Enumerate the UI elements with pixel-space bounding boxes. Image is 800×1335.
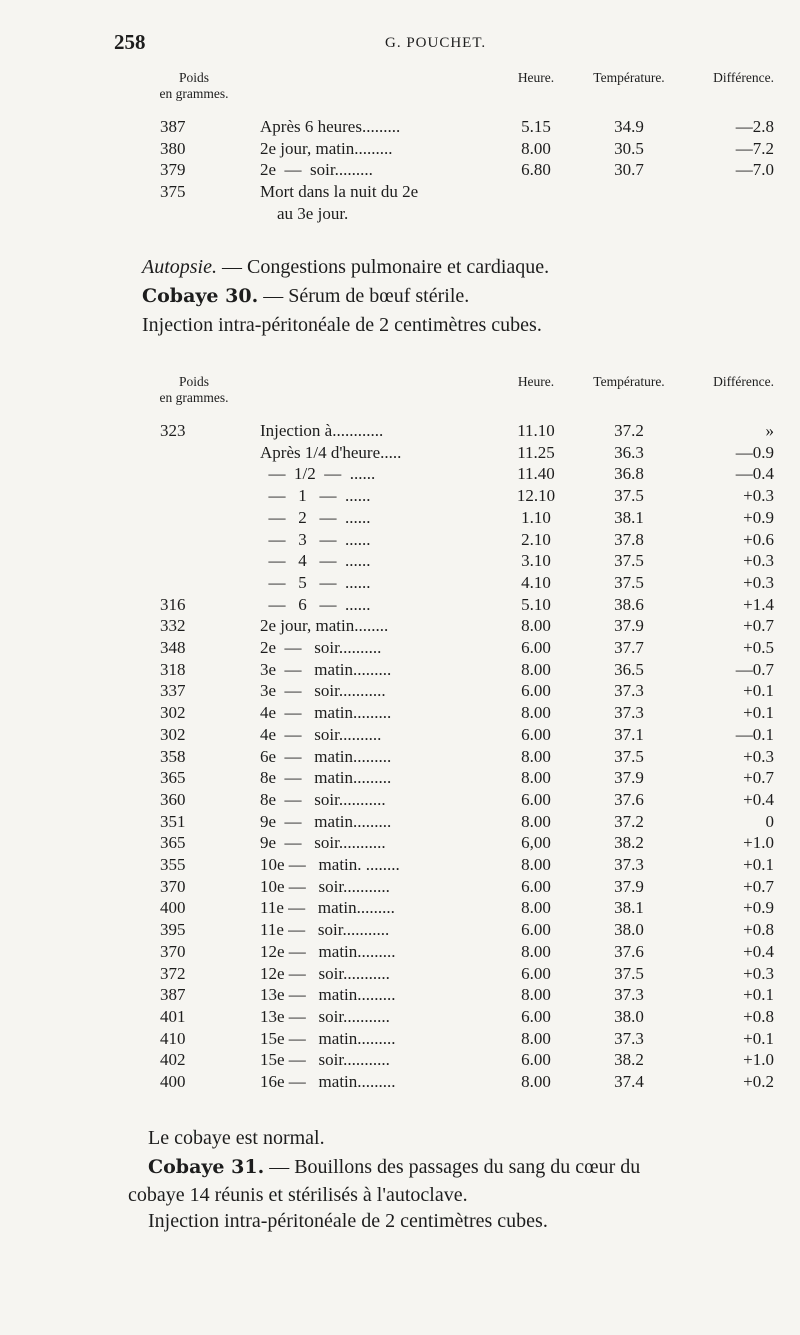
- weight-cell: [128, 463, 260, 485]
- weight-cell: 387: [160, 117, 186, 136]
- difference-cell: +0.5: [743, 638, 774, 658]
- table-row: [128, 572, 774, 594]
- difference-cell: —0.1: [735, 724, 774, 744]
- col-header-weight: [128, 374, 260, 420]
- difference-cell: +1.0: [743, 1050, 774, 1070]
- difference-cell: +0.1: [743, 1028, 774, 1048]
- cobaye31-label: Cobaye 31.: [148, 1156, 265, 1178]
- description-cell: 2e jour, matin.........: [260, 138, 393, 158]
- weight-cell: 380: [160, 138, 186, 158]
- temperature-cell: 37.9: [614, 876, 644, 896]
- weight-cell: 323: [160, 421, 186, 440]
- temperature-cell: 37.3: [614, 985, 644, 1005]
- table-row: [128, 637, 774, 659]
- time-cell: 6.00: [521, 724, 551, 744]
- weight-cell: [128, 442, 260, 464]
- weight-cell: 410: [160, 1028, 186, 1048]
- time-cell: 11.10: [517, 421, 555, 440]
- autopsie-label: Autopsie.: [142, 256, 217, 278]
- table-row: [128, 507, 774, 529]
- difference-cell: +0.9: [743, 507, 774, 527]
- time-cell: 6.00: [521, 638, 551, 658]
- description-cell: — 2 — ......: [260, 507, 371, 527]
- temperature-cell: 37.5: [614, 963, 644, 983]
- col-header-weight: [128, 70, 260, 116]
- time-cell: 6.00: [521, 681, 551, 701]
- table-row: [128, 897, 774, 919]
- description-cell: — 6 — ......: [260, 594, 371, 614]
- weight-cell: 372: [160, 963, 186, 983]
- description-cell: 3e — soir...........: [260, 681, 386, 701]
- temperature-table-2: [128, 374, 774, 1093]
- description-cell: 13e — matin.........: [260, 985, 396, 1005]
- time-cell: 6.00: [521, 876, 551, 896]
- difference-cell: +0.4: [743, 789, 774, 809]
- time-cell: 4.10: [521, 572, 551, 592]
- table-row: [128, 659, 774, 681]
- temperature-cell: 38.2: [614, 1050, 644, 1070]
- difference-cell: —0.7: [735, 659, 774, 679]
- running-head: G. POUCHET.: [385, 35, 487, 51]
- time-cell: 8.00: [521, 768, 551, 788]
- description-cell: 9e — soir...........: [260, 833, 386, 853]
- table-row: [128, 615, 774, 637]
- table-row: [128, 594, 774, 616]
- table-row: [128, 203, 774, 225]
- cobaye31-text: — Bouillons des passages du sang du cœur du: [264, 1156, 641, 1178]
- weight-cell: 387: [160, 985, 186, 1005]
- temperature-cell: 38.1: [614, 507, 644, 527]
- page-header: [0, 30, 800, 60]
- temperature-cell: 37.4: [614, 1072, 644, 1092]
- temperature-cell: 37.5: [614, 551, 644, 571]
- time-cell: 12.10: [516, 486, 556, 506]
- table-row: [128, 724, 774, 746]
- weight-cell: 365: [160, 833, 186, 853]
- table-row: [128, 181, 774, 203]
- temperature-cell: 38.1: [614, 898, 644, 918]
- table-row: [128, 529, 774, 551]
- weight-cell: 302: [160, 724, 186, 744]
- cobaye31-injection: Injection intra-péritonéale de 2 centimètres cubes.: [148, 1210, 548, 1232]
- time-cell: 8.00: [521, 138, 551, 158]
- col-header-time: Heure.: [517, 70, 555, 85]
- time-cell: 8.00: [521, 941, 551, 961]
- weight-cell: 358: [160, 746, 186, 766]
- difference-cell: —0.9: [735, 442, 774, 462]
- table-row: [128, 941, 774, 963]
- temperature-cell: 37.9: [614, 768, 644, 788]
- page-number: 258: [114, 30, 146, 54]
- difference-cell: +0.9: [743, 898, 774, 918]
- description-cell: 11e — soir...........: [260, 920, 390, 940]
- table-row: [128, 832, 774, 854]
- table-row: [128, 138, 774, 160]
- table-row: [128, 1049, 774, 1071]
- temperature-cell: 37.2: [614, 811, 644, 831]
- time-cell: 8.00: [521, 811, 551, 831]
- cobaye30-paragraph: [142, 285, 469, 308]
- temperature-cell: 37.3: [614, 681, 644, 701]
- time-cell: 8.00: [521, 1072, 551, 1092]
- col-header-difference: Différence.: [713, 374, 774, 389]
- difference-cell: +0.3: [743, 963, 774, 983]
- weight-cell: 348: [160, 638, 186, 658]
- description-cell: 10e — soir...........: [260, 876, 390, 896]
- table-row: [128, 1071, 774, 1093]
- table-row: [128, 876, 774, 898]
- difference-cell: +0.6: [743, 529, 774, 549]
- col-header-weight-text: Poids en grammes.: [159, 374, 229, 405]
- temperature-table-1: [128, 70, 774, 225]
- weight-cell: 379: [160, 160, 186, 180]
- col-header-temperature: Température.: [593, 374, 665, 389]
- description-cell: 6e — matin.........: [260, 746, 392, 766]
- time-cell: 6,00: [521, 833, 551, 853]
- table-row: [128, 811, 774, 833]
- table-row: [128, 702, 774, 724]
- time-cell: 8.00: [521, 703, 551, 723]
- weight-cell: [128, 572, 260, 594]
- time-cell: 8.00: [521, 616, 551, 636]
- description-cell: 2e — soir.........: [260, 160, 373, 180]
- temperature-cell: 36.5: [614, 659, 644, 679]
- table-row: [128, 420, 774, 442]
- table-row: [128, 854, 774, 876]
- temperature-cell: [574, 181, 684, 203]
- cobaye30-text: — Sérum de bœuf stérile.: [258, 285, 470, 307]
- description-cell: 4e — soir..........: [260, 724, 382, 744]
- description-cell: — 3 — ......: [260, 529, 371, 549]
- description-cell: 8e — matin.........: [260, 768, 392, 788]
- temperature-cell: 37.9: [614, 616, 644, 636]
- difference-cell: +0.7: [743, 876, 774, 896]
- difference-cell: +0.7: [743, 616, 774, 636]
- weight-cell: 360: [160, 789, 186, 809]
- table-row: [128, 746, 774, 768]
- table-row: [128, 485, 774, 507]
- time-cell: 6.80: [521, 160, 551, 180]
- time-cell: 8.00: [521, 985, 551, 1005]
- difference-cell: +0.3: [743, 551, 774, 571]
- description-cell: 10e — matin. ........: [260, 855, 400, 875]
- weight-cell: 316: [160, 594, 186, 614]
- temperature-cell: 30.7: [614, 160, 644, 180]
- table-row: [128, 159, 774, 181]
- time-cell: 11.40: [517, 464, 555, 484]
- temperature-cell: 30.5: [614, 138, 644, 158]
- description-cell: — 4 — ......: [260, 551, 371, 571]
- description-cell: 2e jour, matin........: [260, 616, 389, 636]
- difference-cell: +0.1: [743, 985, 774, 1005]
- difference-cell: [684, 181, 774, 203]
- temperature-cell: 37.5: [614, 486, 644, 506]
- time-cell: 5.10: [521, 594, 551, 614]
- description-cell: 11e — matin.........: [260, 898, 395, 918]
- difference-cell: +0.1: [743, 681, 774, 701]
- table-row: [128, 767, 774, 789]
- temperature-cell: 37.2: [614, 421, 644, 440]
- difference-cell: +0.1: [743, 855, 774, 875]
- weight-cell: 401: [160, 1006, 186, 1026]
- time-cell: 8.00: [521, 898, 551, 918]
- difference-cell: +0.8: [743, 920, 774, 940]
- temperature-cell: 37.3: [614, 855, 644, 875]
- temperature-cell: 34.9: [614, 117, 644, 136]
- weight-cell: 402: [160, 1050, 186, 1070]
- difference-cell: »: [765, 421, 774, 440]
- temperature-cell: 38.0: [614, 920, 644, 940]
- weight-cell: 395: [160, 920, 186, 940]
- description-cell: 12e — matin.........: [260, 941, 396, 961]
- difference-cell: —2.8: [735, 117, 774, 136]
- time-cell: 5.15: [521, 117, 551, 136]
- description-cell: au 3e jour.: [260, 203, 349, 223]
- difference-cell: +0.3: [743, 746, 774, 766]
- weight-cell: 337: [160, 681, 186, 701]
- difference-cell: +1.4: [743, 594, 774, 614]
- weight-cell: [128, 485, 260, 507]
- weight-cell: [128, 203, 260, 225]
- weight-cell: [128, 529, 260, 551]
- temperature-cell: 38.6: [614, 594, 644, 614]
- time-cell: 8.00: [521, 1028, 551, 1048]
- difference-cell: —0.4: [735, 464, 774, 484]
- description-cell: Après 6 heures.........: [260, 117, 401, 136]
- difference-cell: +0.2: [743, 1072, 774, 1092]
- weight-cell: 302: [160, 703, 186, 723]
- normal-paragraph: Le cobaye est normal.: [148, 1127, 325, 1149]
- weight-cell: 332: [160, 616, 186, 636]
- time-cell: 2.10: [521, 529, 551, 549]
- table-row: [128, 984, 774, 1006]
- temperature-cell: 37.3: [614, 703, 644, 723]
- cobaye31-continuation: cobaye 14 réunis et stérilisés à l'autoclave.: [128, 1184, 468, 1206]
- description-cell: 4e — matin.........: [260, 703, 392, 723]
- time-cell: 6.00: [521, 963, 551, 983]
- time-cell: 8.00: [521, 746, 551, 766]
- time-cell: 6.00: [521, 920, 551, 940]
- weight-cell: 400: [160, 1072, 186, 1092]
- difference-cell: +0.3: [743, 572, 774, 592]
- temperature-cell: 37.7: [614, 638, 644, 658]
- autopsie-paragraph: [142, 256, 549, 279]
- time-cell: 6.00: [521, 789, 551, 809]
- description-cell: 16e — matin.........: [260, 1072, 396, 1092]
- table-row: [128, 116, 774, 138]
- table-row: [128, 442, 774, 464]
- temperature-cell: 37.6: [614, 789, 644, 809]
- time-cell: 8.00: [521, 659, 551, 679]
- difference-cell: +0.8: [743, 1006, 774, 1026]
- description-cell: — 5 — ......: [260, 572, 371, 592]
- description-cell: 8e — soir...........: [260, 789, 386, 809]
- table-row: [128, 919, 774, 941]
- description-cell: Injection à............: [260, 421, 384, 440]
- description-cell: 15e — soir...........: [260, 1050, 390, 1070]
- time-cell: 3.10: [521, 551, 551, 571]
- description-cell: 3e — matin.........: [260, 659, 392, 679]
- table-row: [128, 680, 774, 702]
- temperature-cell: 36.3: [614, 442, 644, 462]
- temperature-cell: 37.1: [614, 724, 644, 744]
- col-header-difference: Différence.: [713, 70, 774, 85]
- table-row: [128, 789, 774, 811]
- weight-cell: [128, 507, 260, 529]
- table-row: [128, 963, 774, 985]
- weight-cell: 370: [160, 876, 186, 896]
- cobaye30-injection: Injection intra-péritonéale de 2 centimètres cubes.: [142, 314, 542, 336]
- description-cell: — 1 — ......: [260, 486, 371, 506]
- table-row: [128, 1006, 774, 1028]
- temperature-cell: 38.2: [614, 833, 644, 853]
- difference-cell: +0.3: [743, 486, 774, 506]
- difference-cell: +0.7: [743, 768, 774, 788]
- temperature-cell: 37.5: [614, 572, 644, 592]
- time-cell: 8.00: [521, 855, 551, 875]
- weight-cell: 370: [160, 941, 186, 961]
- weight-cell: 318: [160, 659, 186, 679]
- temperature-cell: 37.6: [614, 941, 644, 961]
- description-cell: 13e — soir...........: [260, 1006, 390, 1026]
- time-cell: 1.10: [521, 507, 551, 527]
- difference-cell: —7.2: [735, 138, 774, 158]
- description-cell: 2e — soir..........: [260, 638, 382, 658]
- autopsie-text: — Congestions pulmonaire et cardiaque.: [217, 256, 550, 278]
- time-cell: 6.00: [521, 1006, 551, 1026]
- weight-cell: 355: [160, 855, 186, 875]
- time-cell: [498, 203, 574, 225]
- difference-cell: +0.4: [743, 941, 774, 961]
- time-cell: [498, 181, 574, 203]
- col-header-temperature: Température.: [593, 70, 665, 85]
- description-cell: 15e — matin.........: [260, 1028, 396, 1048]
- difference-cell: 0: [765, 811, 774, 831]
- weight-cell: [128, 550, 260, 572]
- col-header-time: Heure.: [517, 374, 555, 389]
- description-cell: 9e — matin.........: [260, 811, 392, 831]
- table-row: [128, 1028, 774, 1050]
- difference-cell: [684, 203, 774, 225]
- description-cell: Mort dans la nuit du 2e: [260, 182, 419, 202]
- time-cell: 6.00: [521, 1050, 551, 1070]
- temperature-cell: 36.8: [614, 464, 644, 484]
- time-cell: 11.25: [517, 442, 555, 462]
- weight-cell: 365: [160, 768, 186, 788]
- description-cell: — 1/2 — ......: [260, 464, 376, 484]
- difference-cell: +1.0: [743, 833, 774, 853]
- weight-cell: 351: [160, 811, 186, 831]
- description-cell: Après 1/4 d'heure.....: [260, 442, 402, 462]
- temperature-cell: 37.3: [614, 1028, 644, 1048]
- temperature-cell: 37.8: [614, 529, 644, 549]
- weight-cell: 400: [160, 898, 186, 918]
- cobaye31-paragraph: [148, 1156, 640, 1179]
- temperature-cell: 38.0: [614, 1006, 644, 1026]
- difference-cell: —7.0: [735, 160, 774, 180]
- table-row: [128, 550, 774, 572]
- table-row: [128, 463, 774, 485]
- cobaye30-label: Cobaye 30.: [142, 285, 259, 307]
- temperature-cell: 37.5: [614, 746, 644, 766]
- weight-cell: 375: [160, 182, 186, 202]
- difference-cell: +0.1: [743, 703, 774, 723]
- description-cell: 12e — soir...........: [260, 963, 390, 983]
- temperature-cell: [574, 203, 684, 225]
- col-header-weight-text: Poids en grammes.: [159, 70, 229, 101]
